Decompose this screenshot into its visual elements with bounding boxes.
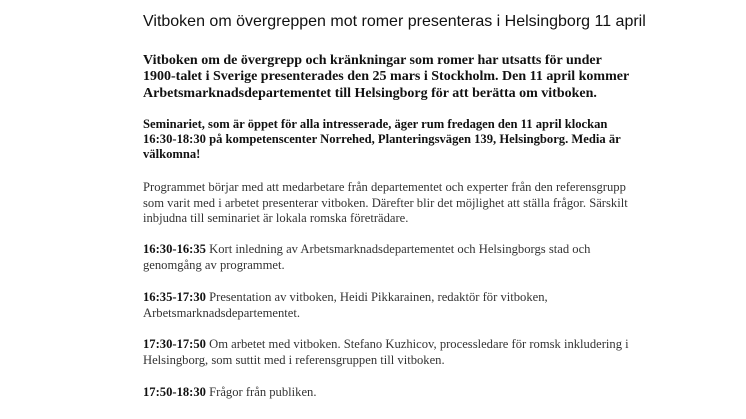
schedule-item <box>143 337 635 368</box>
seminar-info-paragraph: Seminariet, som är öppet för alla intresserade, äger rum fredagen den 11 april klockan 16:30-18:30 på kompetenscenter Norrehed, Planteringsvägen 139, Helsingborg. Media är välkomna! <box>143 117 621 161</box>
schedule-time: 17:30-17:50 <box>143 337 206 351</box>
article-title: Vitboken om övergreppen mot romer presenteras i Helsingborg 11 april <box>143 13 646 30</box>
schedule-item <box>143 290 635 321</box>
schedule-description: Kort inledning av Arbetsmarknadsdepartementet och Helsingborgs stad och genomgång av programmet. <box>143 242 591 272</box>
schedule-time: 17:50-18:30 <box>143 385 206 399</box>
lead-paragraph: Vitboken om de övergrepp och kränkningar som romer har utsatts för under 1900-talet i Sverige presenterades den 25 mars i Stockholm. Den 11 april kommer Arbetsmarknadsdepartementet till Helsingborg för att berätta om vitboken. <box>143 53 629 101</box>
schedule-description: Om arbetet med vitboken. Stefano Kuzhicov, processledare för romsk inkludering i Helsingborg, som suttit med i referensgruppen till vitboken. <box>143 337 629 367</box>
program-paragraph: Programmet börjar med att medarbetare från departementet och experter från den referensgrupp som varit med i arbetet presenterar vitboken. Därefter blir det möjlighet att ställa frågor. Särskilt inbjudna till seminariet är lokala romska företrädare. <box>143 180 628 225</box>
schedule-item <box>143 242 635 273</box>
schedule-description: Presentation av vitboken, Heidi Pikkarainen, redaktör för vitboken, Arbetsmarknadsdepartementet. <box>143 290 548 320</box>
schedule-description: Frågor från publiken. <box>205 385 317 399</box>
schedule-item <box>143 385 635 401</box>
schedule-time: 16:30-16:35 <box>143 242 206 256</box>
schedule-time: 16:35-17:30 <box>143 290 206 304</box>
